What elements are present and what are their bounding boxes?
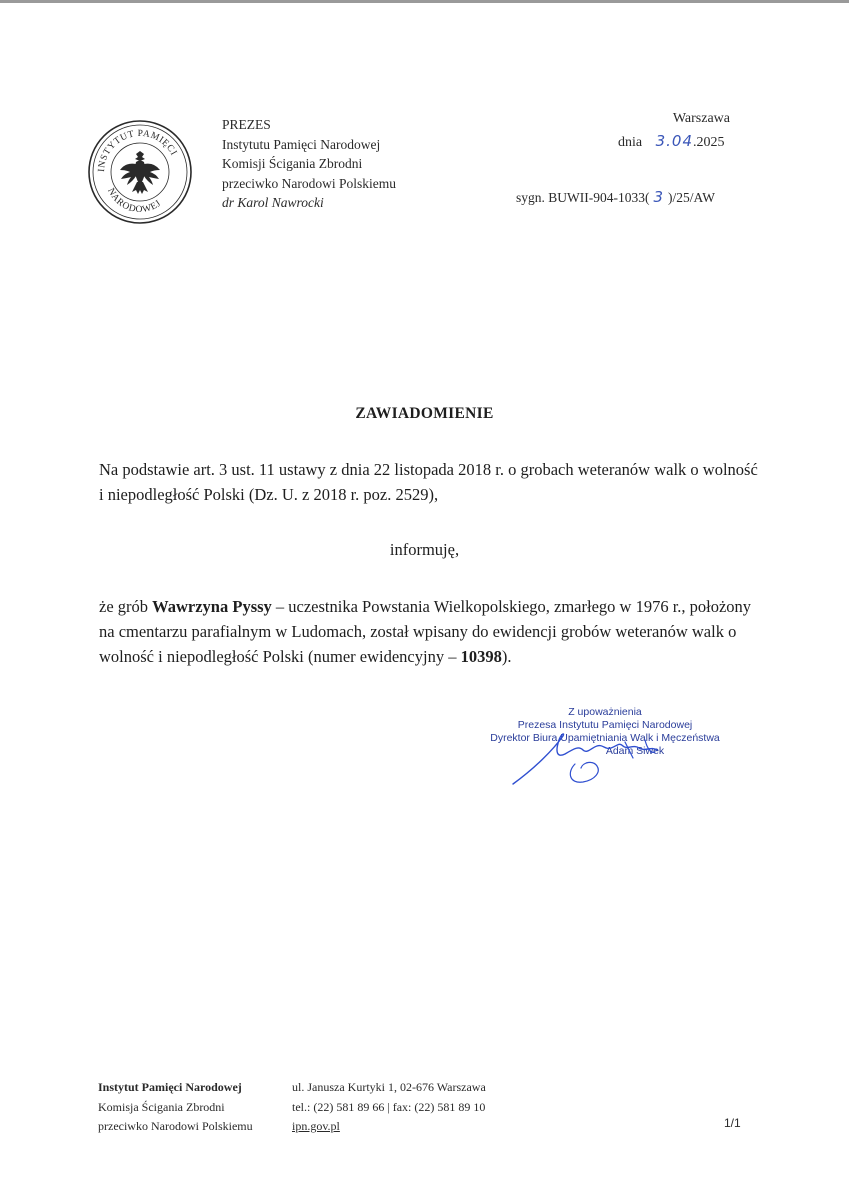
scan-top-edge <box>0 0 849 3</box>
sender-institution-line1: Instytutu Pamięci Narodowej <box>222 136 381 152</box>
case-reference <box>516 188 715 206</box>
stamp-line-director: Dyrektor Biura Upamiętniania Walk i Męczeństwa <box>490 732 720 744</box>
place-of-issue: Warszawa <box>672 111 730 126</box>
footer-contact <box>292 1078 486 1137</box>
page-number: 1/1 <box>724 1116 741 1130</box>
footer-phone-fax: tel.: (22) 581 89 66 | fax: (22) 581 89 10 <box>292 1099 486 1114</box>
footer-org-line2: Komisja Ścigania Zbrodni <box>98 1099 225 1114</box>
inform-line: informuję, <box>389 540 460 559</box>
sender-institution-line2: Komisji Ścigania Zbrodni <box>222 156 363 171</box>
sender-institution-line3: przeciwko Narodowi Polskiemu <box>222 175 396 191</box>
date-suffix: .2025 <box>693 135 725 150</box>
sender-name: dr Karol Nawrocki <box>222 195 324 210</box>
sender-title: PREZES <box>222 117 271 132</box>
notice-text-start: że grób <box>99 597 153 616</box>
registry-number: 10398 <box>460 646 502 666</box>
notice-text-middle: – uczestnika Powstania Wielkopolskiego, zmarłego w 1976 r., położony na cmentarzu parafialnym w Ludomach, został wpisany do ewidencji grobów weteranów walk o wolność i niepodległość Polski (numer ewidencyjny – <box>99 597 752 666</box>
document-title: ZAWIADOMIENIE <box>355 405 494 422</box>
stamp-line-president: Prezesa Instytutu Pamięci Narodowej <box>517 719 693 731</box>
legal-basis-paragraph: Na podstawie art. 3 ust. 11 ustawy z dnia 22 listopada 2018 r. o grobach weteranów walk o wolność i niepodległość Polski (Dz. U. z 2018 r. poz. 2529), <box>99 460 758 504</box>
svg-text:NARODOWEJ: NARODOWEJ <box>105 186 164 216</box>
stamp-line-authorization: Z upoważnienia <box>568 706 642 718</box>
footer-org-line3: przeciwko Narodowi Polskiemu <box>98 1119 253 1133</box>
footer-organization <box>98 1078 253 1137</box>
ipn-seal-logo <box>86 118 194 226</box>
sender-header <box>222 115 396 213</box>
notice-text-end: ). <box>501 646 512 666</box>
footer-website-link[interactable]: ipn.gov.pl <box>292 1119 340 1133</box>
stamp-line-signatory: Adam Siwek <box>605 745 665 757</box>
date-prefix: dnia <box>618 135 643 150</box>
footer-address: ul. Janusza Kurtyki 1, 02-676 Warszawa <box>292 1080 486 1094</box>
date-handwritten: 3.04 <box>655 132 694 150</box>
issue-date <box>618 132 725 151</box>
case-reference-handwritten: 3 <box>653 188 665 206</box>
notice-paragraph <box>99 595 759 669</box>
case-reference-suffix: )/25/AW <box>668 190 715 205</box>
handwritten-signature <box>505 728 695 788</box>
footer-org-line1: Instytut Pamięci Narodowej <box>98 1080 242 1094</box>
case-reference-prefix: sygn. BUWII-904-1033( <box>516 190 650 205</box>
svg-text:INSTYTUT PAMIĘCI: INSTYTUT PAMIĘCI <box>96 128 179 173</box>
veteran-name: Wawrzyna Pyssy <box>152 597 272 616</box>
